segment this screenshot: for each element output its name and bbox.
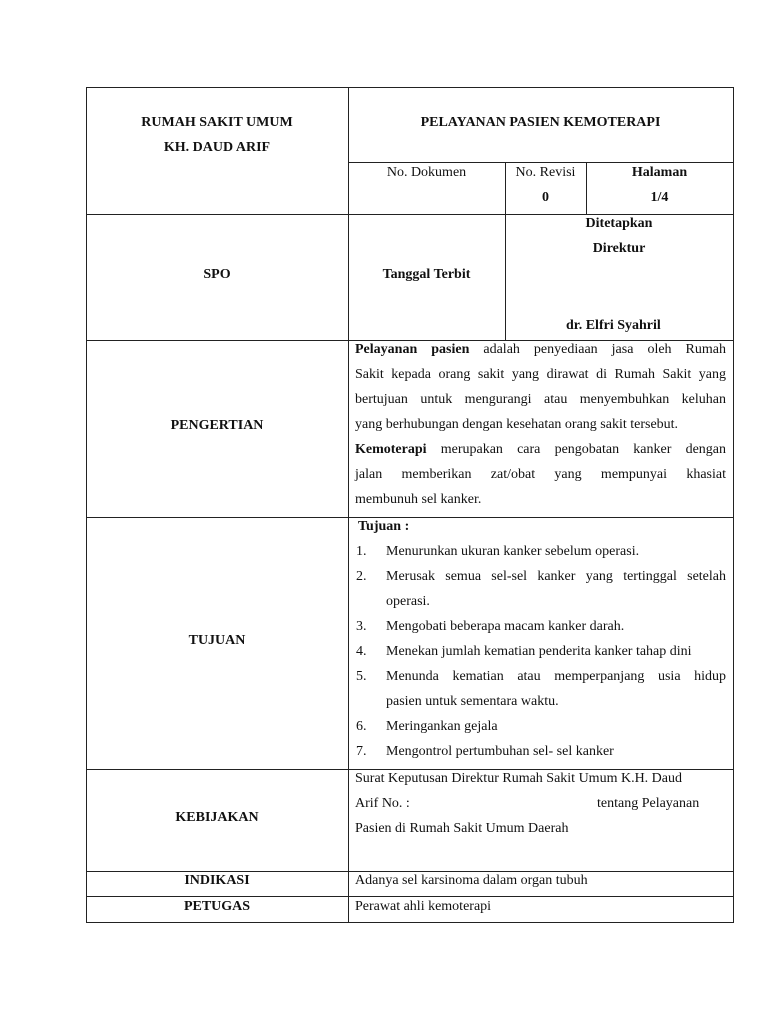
no-revisi-value: 0 [542, 190, 549, 205]
column-divider [348, 87, 349, 923]
pengertian-line: bertujuan untuk mengurangi atau menyembuhkan keluhan [355, 392, 726, 407]
table-border-top [86, 87, 734, 88]
document-title: PELAYANAN PASIEN KEMOTERAPI [420, 115, 661, 130]
tanggal-terbit-label: Tanggal Terbit [382, 267, 471, 282]
direktur-label: Direktur [592, 241, 646, 256]
list-item: Menurunkan ukuran kanker sebelum operasi. [386, 544, 640, 559]
halaman-label: Halaman [631, 165, 688, 180]
list-item-number: 6. [356, 719, 367, 734]
table-border-bottom [86, 922, 734, 923]
kebijakan-line: Surat Keputusan Direktur Rumah Sakit Umum K.H. Daud [355, 771, 683, 786]
ditetapkan-label: Ditetapkan [585, 216, 653, 231]
hospital-name-line2: KH. DAUD ARIF [163, 140, 271, 155]
list-item-number: 1. [356, 544, 367, 559]
pengertian-line: Sakit kepada orang sakit yang dirawat di Rumah Sakit yang [355, 367, 726, 382]
halaman-value: 1/4 [650, 190, 669, 205]
indikasi-label: INDIKASI [184, 873, 250, 888]
no-dokumen-label: No. Dokumen [386, 165, 467, 180]
petugas-label: PETUGAS [183, 899, 251, 914]
pengertian-line: membunuh sel kanker. [355, 492, 482, 507]
list-item: Menunda kematian atau memperpanjang usia hidup [386, 669, 726, 684]
list-item-number: 7. [356, 744, 367, 759]
no-revisi-label: No. Revisi [515, 165, 576, 180]
list-item: Meringankan gejala [386, 719, 498, 734]
table-border-right [733, 87, 734, 923]
row-divider [86, 517, 734, 518]
list-item: Menekan jumlah kematian penderita kanker tahap dini [386, 644, 692, 659]
list-item-number: 5. [356, 669, 367, 684]
pengertian-line: Pelayanan pasien adalah penyediaan jasa oleh Rumah [355, 342, 726, 357]
petugas-value: Perawat ahli kemoterapi [355, 899, 492, 914]
pengertian-line: jalan memberikan zat/obat yang mempunyai khasiat [355, 467, 726, 482]
list-item: Mengontrol pertumbuhan sel- sel kanker [386, 744, 614, 759]
tujuan-label: TUJUAN [188, 633, 246, 648]
kebijakan-label: KEBIJAKAN [175, 810, 259, 825]
indikasi-value: Adanya sel karsinoma dalam organ tubuh [355, 873, 588, 888]
list-item: Merusak semua sel-sel kanker yang tertinggal setelah [386, 569, 726, 584]
list-item-number: 4. [356, 644, 367, 659]
pengertian-label: PENGERTIAN [170, 418, 264, 433]
tujuan-heading: Tujuan : [358, 519, 410, 534]
pengertian-line: Kemoterapi merupakan cara pengobatan kanker dengan [355, 442, 727, 457]
director-name: dr. Elfri Syahril [566, 318, 661, 333]
kebijakan-line: tentang Pelayanan [597, 796, 700, 811]
spo-label: SPO [203, 267, 231, 282]
list-item-number: 3. [356, 619, 367, 634]
table-border-left [86, 87, 87, 923]
kebijakan-line: Arif No. : [355, 796, 410, 811]
list-item: Mengobati beberapa macam kanker darah. [386, 619, 625, 634]
list-item-continuation: operasi. [386, 594, 430, 609]
hospital-name-line1: RUMAH SAKIT UMUM [141, 115, 293, 130]
kebijakan-line: Pasien di Rumah Sakit Umum Daerah [355, 821, 569, 836]
pengertian-line: yang berhubungan dengan kesehatan orang sakit tersebut. [355, 417, 679, 432]
list-item-continuation: pasien untuk sementara waktu. [386, 694, 559, 709]
list-item-number: 2. [356, 569, 367, 584]
